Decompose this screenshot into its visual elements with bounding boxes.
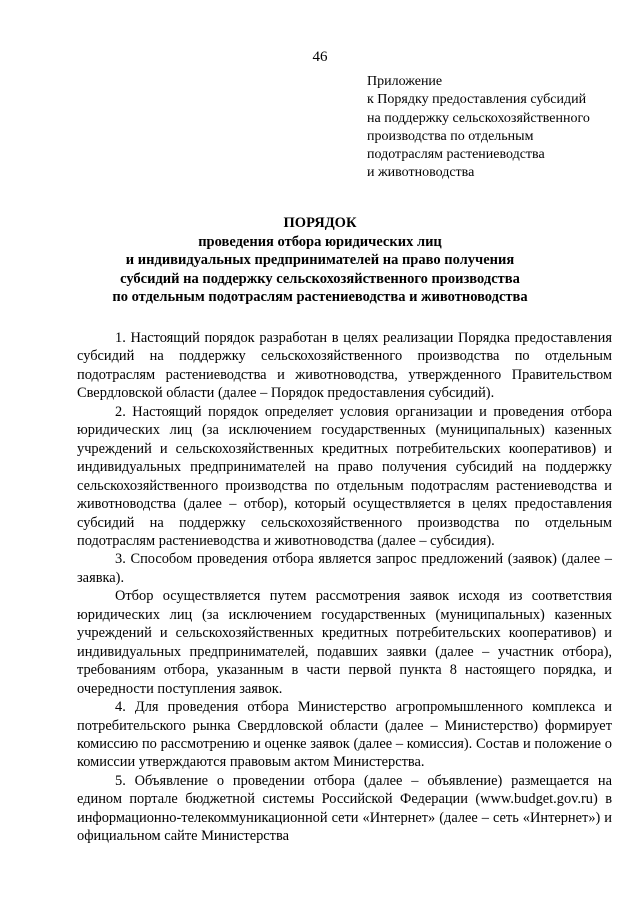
title-heading: ПОРЯДОК (283, 215, 357, 231)
appendix-block (367, 73, 627, 183)
paragraph-3: 3. Способом проведения отбора является запрос предложений (заявок) (далее – заявка). (77, 551, 612, 586)
title-line: по отдельным подотраслям растениеводства и животноводства (112, 289, 528, 305)
title-line: и индивидуальных предпринимателей на право получения (125, 252, 515, 268)
appendix-line: и животноводства (367, 165, 475, 181)
appendix-line: на поддержку сельскохозяйственного (367, 110, 590, 126)
paragraph-4: 4. Для проведения отбора Министерство агропромышленного комплекса и потребительского рынка Свердловской области (далее – Министерство) формирует комиссию по рассмотрению и оценке заявок (далее – комиссия). Состав и положение о комиссии утверждаются правовым актом Министерства. (77, 699, 612, 771)
page-number: 46 (312, 49, 328, 65)
title-line: субсидий на поддержку сельскохозяйственного производства (120, 270, 520, 287)
paragraph-5: 5. Объявление о проведении отбора (далее – объявление) размещается на едином портале бюджетной системы Российской Федерации (www.budget.gov.ru) в информационно-телекоммуникационной сети «Интернет» (далее – сеть «Интернет») и официальном сайте Министерства (77, 772, 612, 845)
document-title (0, 214, 640, 307)
appendix-line: подотраслям растениеводства (367, 147, 545, 163)
appendix-line: производства по отдельным (367, 128, 534, 144)
appendix-line: к Порядку предоставления субсидий (367, 92, 587, 108)
paragraph-1: 1. Настоящий порядок разработан в целях реализации Порядка предоставления субсидий на поддержку сельскохозяйственного производства по отдельным подотраслям растениеводства и животноводства, утвержденного Правительством Свердловской области (далее – Порядок предоставления субсидий). (77, 330, 612, 402)
paragraph-3-continued: Отбор осуществляется путем рассмотрения заявок исходя из соответствия юридических лиц (за исключением государственных (муниципальных) казенных учреждений и сельскохозяйственных кредитных потребительских кооперативов) и индивидуальных предпринимателей, подавших заявки (далее – участник отбора), требованиям отбора, указанным в части первой пункта 8 настоящего порядка, и очередности поступления заявок. (77, 588, 612, 697)
appendix-line: Приложение (367, 74, 443, 89)
document-body (77, 329, 612, 846)
paragraph-2: 2. Настоящий порядок определяет условия организации и проведения отбора юридических лиц (за исключением государственных (муниципальных) казенных учреждений и сельскохозяйственных кредитных потребительских кооперативов) и индивидуальных предпринимателей на право получения субсидий на поддержку сельскохозяйственного производства по отдельным подотраслям растениеводства и животноводства (далее – отбор), который осуществляется в целях предоставления субсидий на поддержку сельскохозяйственного производства по отдельным подотраслям растениеводства и животноводства (далее – субсидия). (77, 403, 612, 549)
title-line: проведения отбора юридических лиц (198, 233, 442, 250)
